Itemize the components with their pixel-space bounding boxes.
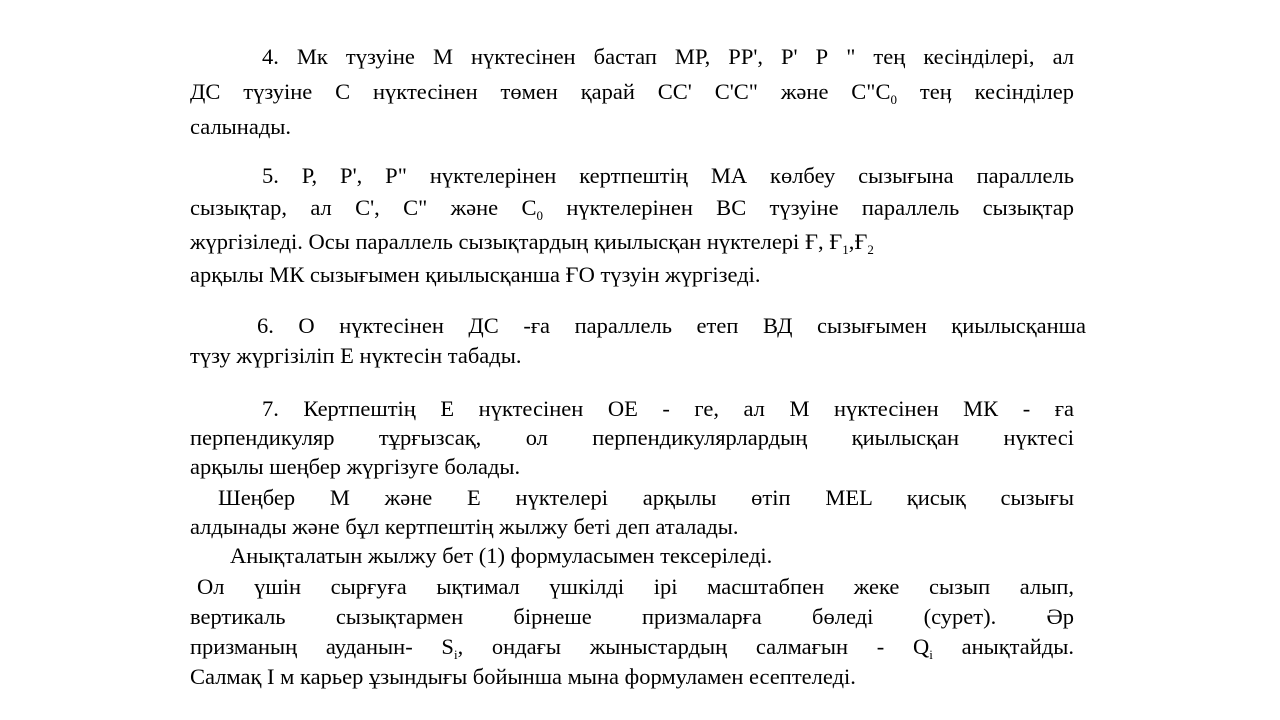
- step4-line3: салынады.: [190, 114, 292, 139]
- step5-line3-text-b: ,Ғ: [848, 229, 868, 254]
- method-para-line1: Ол үшін сырғуға ықтимал үшкілді ірі масштабпен жеке сызып алып,: [197, 574, 1074, 599]
- step5-line2-subscript: 0: [536, 208, 543, 223]
- circle-para-line2: алдынады және бұл кертпештің жылжу беті деп аталады.: [190, 514, 739, 539]
- step5-line3-subscript-1: 1: [842, 242, 849, 257]
- method-para-line4: Салмақ I м карьер ұзындығы бойынша мына формуламен есептеледі.: [190, 664, 856, 689]
- method-para-line2: вертикаль сызықтармен бірнеше призмаларға бөледі (сурет). Әр: [190, 604, 1074, 629]
- step6-line2: түзу жүргізіліп Е нүктесін табады.: [190, 343, 522, 368]
- step5-line3-subscript-2: 2: [867, 242, 874, 257]
- step7-line1: 7. Кертпештің Е нүктесінен ОЕ - ге, ал М нүктесінен МК - ға: [262, 396, 1074, 421]
- step5-line4: арқылы МК сызығымен қиылысқанша ҒО түзуін жүргізеді.: [190, 262, 761, 287]
- step5-line1: 5. Р, Р', Р" нүктелерінен кертпештің МА көлбеу сызығына параллель: [262, 163, 1074, 188]
- method-para-line3-subscript-q: i: [929, 647, 933, 662]
- step5-line2-text: сызықтар, ал С', С" және С: [190, 195, 537, 220]
- check-para-line1: Анықталатын жылжу бет (1) формуласымен тексеріледі.: [230, 543, 773, 568]
- step4-line2-end: теӊ кесінділер: [919, 79, 1074, 104]
- step5-line3-text: жүргізіледі. Осы параллель сызықтардың қиылысқан нүктелері Ғ, Ғ: [190, 229, 843, 254]
- step6-line1: 6. О нүктесінен ДС -ға параллель етеп ВД сызығымен қиылысқанша: [257, 313, 1086, 338]
- step4-line2: [190, 77, 1074, 107]
- step5-line3: [190, 227, 1074, 257]
- step4-line2-subscript: 0: [890, 92, 898, 107]
- step5-line2-end: нүктелерінен ВС түзуіне параллель сызықтар: [566, 195, 1074, 220]
- method-para-line3-text-a: призманың ауданын- S: [190, 634, 454, 659]
- method-para-line3-subscript-s: i: [453, 647, 458, 662]
- method-para-line3-text-c: анықтайды.: [961, 634, 1075, 659]
- circle-para-line1: Шеңбер М және Е нүктелері арқылы өтіп МЕL қисық сызығы: [218, 485, 1074, 510]
- step4-line2-text: ДС түзуіне С нүктесінен төмен қарай СС' С'С" және С"С: [190, 79, 891, 104]
- step7-line2: перпендикуляр тұрғызсақ, ол перпендикулярлардың қиылысқан нүктесі: [190, 425, 1074, 450]
- step4-line1: 4. Мк түзуіне М нүктесінен бастап МР, РР', Р' Р " тең кесінділері, ал: [262, 44, 1074, 69]
- method-para-line3-text-b: , ондағы жыныстардың салмағын - Q: [457, 634, 930, 659]
- step5-line2: [190, 193, 1074, 223]
- step7-line3: арқылы шеңбер жүргізуге болады.: [190, 454, 521, 479]
- method-para-line3: [190, 632, 1074, 662]
